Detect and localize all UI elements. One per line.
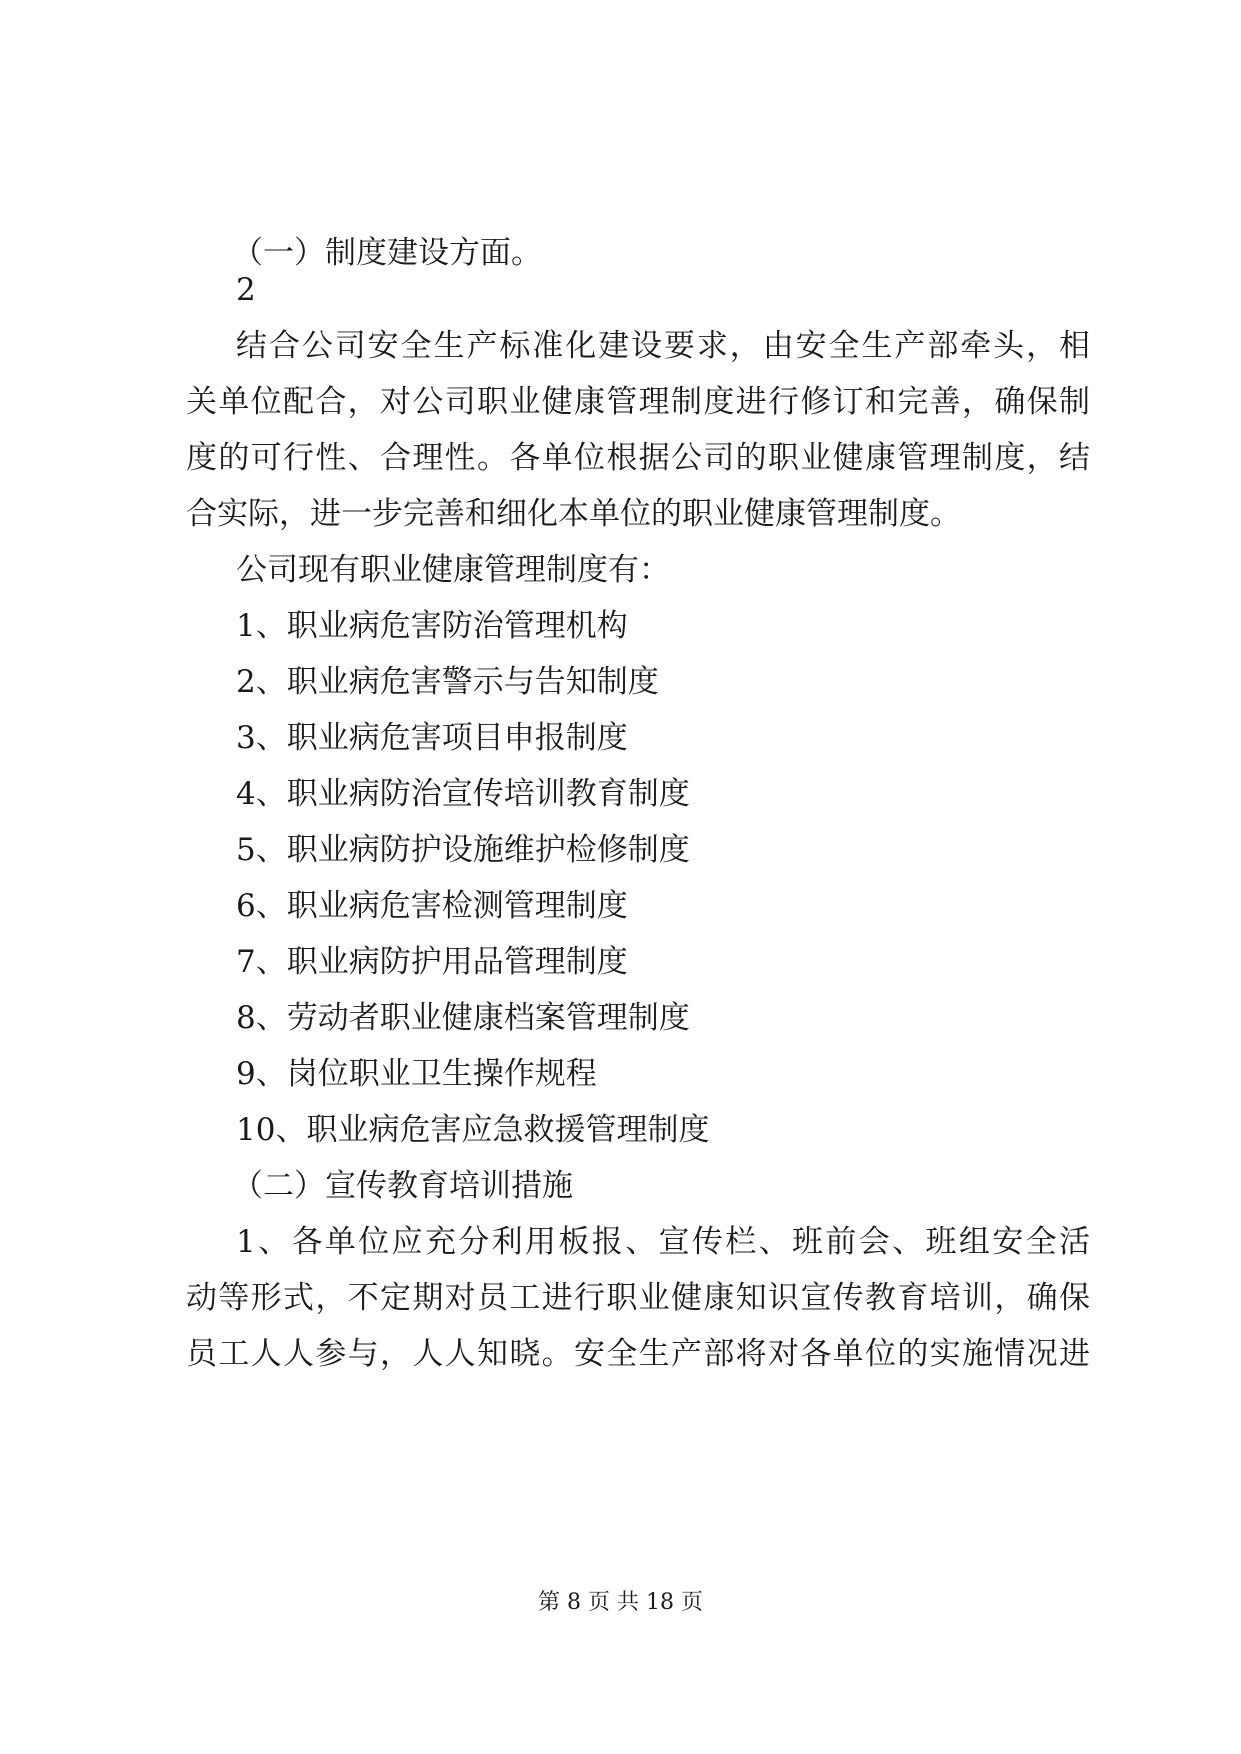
- section-heading: （二）宣传教育培训措施: [232, 1168, 573, 1204]
- list-item: 7、职业病防护用品管理制度: [236, 944, 628, 980]
- paragraph-line: 员工人人参与，人人知晓。安全生产部将对各单位的实施情况进: [186, 1336, 1090, 1372]
- paragraph-line: 结合公司安全生产标准化建设要求，由安全生产部牵头，相: [236, 328, 1090, 364]
- list-item: 4、职业病防治宣传培训教育制度: [236, 776, 690, 812]
- list-item: 3、职业病危害项目申报制度: [236, 720, 628, 756]
- paragraph-line: 合实际，进一步完善和细化本单位的职业健康管理制度。: [186, 496, 961, 532]
- list-item: 10、职业病危害应急救援管理制度: [236, 1112, 710, 1148]
- paragraph-line: 2: [236, 272, 256, 308]
- list-item: 9、岗位职业卫生操作规程: [236, 1056, 597, 1092]
- list-item: 1、职业病危害防治管理机构: [236, 608, 628, 644]
- list-item: 2、职业病危害警示与告知制度: [236, 664, 659, 700]
- paragraph-line: 公司现有职业健康管理制度有：: [236, 552, 670, 588]
- list-item: 8、劳动者职业健康档案管理制度: [236, 1000, 690, 1036]
- list-item: 6、职业病危害检测管理制度: [236, 888, 628, 924]
- section-heading: （一）制度建设方面。: [232, 235, 542, 271]
- paragraph-line: 1、各单位应充分利用板报、宣传栏、班前会、班组安全活: [236, 1224, 1090, 1260]
- paragraph-line: 度的可行性、合理性。各单位根据公司的职业健康管理制度，结: [186, 440, 1090, 476]
- paragraph-line: 关单位配合，对公司职业健康管理制度进行修订和完善，确保制: [186, 384, 1090, 420]
- page-number-footer: 第 8 页 共 18 页: [538, 1590, 703, 1615]
- paragraph-line: 动等形式，不定期对员工进行职业健康知识宣传教育培训，确保: [186, 1280, 1090, 1316]
- list-item: 5、职业病防护设施维护检修制度: [236, 832, 690, 868]
